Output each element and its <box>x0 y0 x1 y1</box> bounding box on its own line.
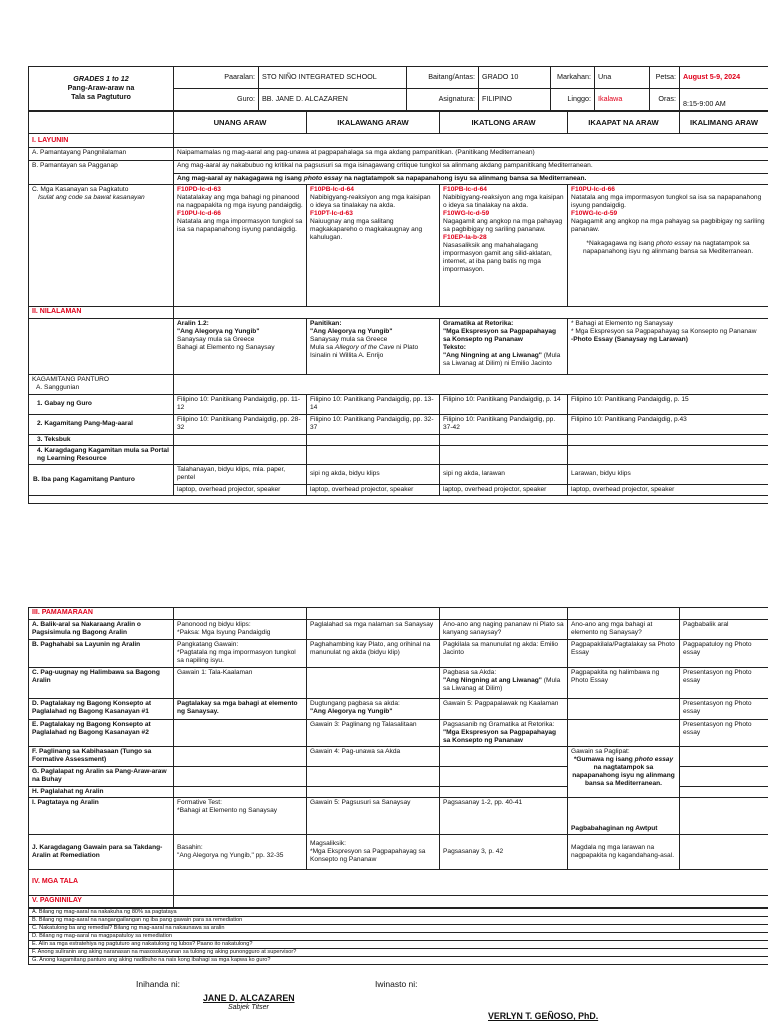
kagamitan-blank <box>174 374 768 394</box>
grades-label: GRADES 1 to 12 <box>73 74 129 84</box>
competency-text: Natatala ang mga impormasyon tungkol sa isa sa napapanahong isyung pandaigdig. <box>571 194 762 210</box>
nl-bold: "Ang Ningning at ang Liwanag" <box>443 351 542 359</box>
competency-note <box>571 240 765 256</box>
pam-a-day-5: Pagbabalik aral <box>680 619 768 639</box>
kasanayan-label: C. Mga Kasanayan sa Pagkatuto <box>32 186 129 194</box>
inihanda-title: Sabjek Titser <box>228 1004 269 1011</box>
pam-f-day-3 <box>440 746 568 766</box>
pam-e-day-3 <box>440 719 568 746</box>
competency-text: Natatalakay ang mga bahagi ng pinanood na nagpapakita ng mga isyung pandaigdig. <box>177 194 303 210</box>
pam-c-day-3-line: Pagbasa sa Akda: <box>443 668 497 676</box>
paaralan-label: Paaralan: <box>174 67 259 89</box>
competency-code: F10PU-Ic-d-66 <box>177 210 221 218</box>
competency-text: Nabibigyang-reaksiyon ang mga kaisipan o ideya sa tinalakay na akda. <box>443 194 564 210</box>
nl-rest: (Mula sa Liwanag at Dilim) ni Emilio Jacinto <box>443 351 561 367</box>
petsa-label: Petsa: <box>650 67 680 89</box>
competency-code: F10EP-Ia-b-28 <box>443 234 487 242</box>
nilalaman-label-cell <box>29 318 174 374</box>
pam-c-day-2 <box>307 667 440 698</box>
nilalaman-day-1 <box>174 318 307 374</box>
pam-blank-1 <box>174 608 307 620</box>
pam-g-day-3 <box>440 766 568 786</box>
pangmag-day-2: Filipino 10: Panitikang Pandaigdig, pp. 32-37 <box>307 414 440 434</box>
pam-j-day-4: Magdala ng mga larawan na nagpapakita ng kagandahang-asal. <box>568 834 680 869</box>
pam-blank-2 <box>307 608 440 620</box>
pam-i-day-4: Pagbabahaginan ng Awtput <box>568 797 680 834</box>
oras-value: 8:15-9:00 AM <box>680 89 768 111</box>
karagdagan-label: 4. Karagdagang Kagamitan mula sa Portal ng Learning Resource <box>29 445 174 464</box>
pangmag-day-4: Filipino 10: Panitikang Pandaigdig, p.43 <box>568 414 768 434</box>
dll-header-table <box>28 66 768 111</box>
kasanayan-day-2 <box>307 185 440 307</box>
pam-blank-4 <box>568 608 680 620</box>
pam-d-day-5: Presentasyon ng Photo essay <box>680 698 768 719</box>
pagninilay-item-b: B. Bilang ng mag-aaral na nangangailangan ng iba pang gawain para sa remediation <box>29 916 768 924</box>
pam-f-day-4-b1: *Gumawa ng isang <box>573 755 635 763</box>
pam-a-day-1: Panonood ng bidyu klips: *Paksa: Mga Isyung Pandaigdig <box>174 619 307 639</box>
nilalaman-line: Bahagi at Elemento ng Sanaysay <box>177 343 275 351</box>
pam-d-day-2 <box>307 698 440 719</box>
baitang-value: GRADO 10 <box>479 67 551 89</box>
pam-h-day-1 <box>174 786 307 797</box>
pam-label-i: I. Pagtataya ng Aralin <box>29 797 174 834</box>
pam-j-day-2: Magsaliksik: *Mga Ekspresyon sa Pagpapahayag sa Konsepto ng Pananaw <box>307 834 440 869</box>
guro-value: BB. JANE D. ALCAZAREN <box>259 89 407 111</box>
nilalaman-line: -Photo Essay (Sanaysay ng Larawan) <box>571 335 688 343</box>
pagninilay-table <box>28 908 768 965</box>
pamantayan-pagganap-label: B. Pamantayan sa Pagganap <box>29 161 174 185</box>
day-header-1: UNANG ARAW <box>174 112 307 134</box>
gabay-day-4: Filipino 10: Panitikang Pandaigdig, p. 15 <box>568 394 768 414</box>
pam-f-day-4-em: photo essay <box>634 755 674 763</box>
teksbuk-label: 3. Teksbuk <box>29 434 174 445</box>
nilalaman-line: Isinalin ni Willita A. Enrijo <box>310 351 384 359</box>
iba-row2-day-1: laptop, overhead projector, speaker <box>174 484 307 495</box>
iba-row2-day-3: laptop, overhead projector, speaker <box>440 484 568 495</box>
pamamaraan-title: III. PAMAMARAAN <box>29 608 174 620</box>
karagdagan-4 <box>568 445 768 464</box>
nilalaman-line: Sanaysay mula sa Greece <box>310 335 388 343</box>
page1-closing-row <box>29 495 768 503</box>
pam-label-f: F. Paglinang sa Kabihasaan (Tungo sa Formative Assessment) <box>29 746 174 766</box>
iba-label: B. Iba pang Kagamitang Panturo <box>29 464 174 495</box>
competency-code: F10PU-Ic-d-66 <box>571 186 615 194</box>
doc-type-line-1: Pang-Araw-araw na <box>67 83 135 93</box>
layunin-blank <box>174 134 768 148</box>
pam-e-day-1 <box>174 719 307 746</box>
pam-g-day-2 <box>307 766 440 786</box>
kasanayan-note: Isulat ang code sa bawat kasanayan <box>38 194 145 202</box>
nilalaman-heading: Gramatika at Retorika: <box>443 319 514 327</box>
pagninilay-item-d: D. Bilang ng mag-aaral na magpapatuloy sa remediation <box>29 932 768 940</box>
pam-h-day-2 <box>307 786 440 797</box>
doc-type-line-2: Tala sa Pagtuturo <box>71 91 131 101</box>
pam-f-day-4-line: Gawain sa Paglipat: <box>571 747 630 755</box>
iba-row2-day-4: laptop, overhead projector, speaker <box>568 484 768 495</box>
sanggunian-label: A. Sanggunian <box>36 383 80 391</box>
day-header-4: IKAAPAT NA ARAW <box>568 112 680 134</box>
kasanayan-day-3 <box>440 185 568 307</box>
pam-blank-5 <box>680 608 768 620</box>
competency-text: Nagagamit ang angkop na mga pahayag sa pagbibigay ng sariling pananaw. <box>443 218 563 234</box>
pam-j-day-1: Basahin: "Ang Alegorya ng Yungib," pp. 32-35 <box>174 834 307 869</box>
competency-code: F10WG-Ic-d-59 <box>443 210 490 218</box>
nilalaman-title-text: "Ang Alegorya ng Yungib" <box>310 327 393 335</box>
nilalaman-line: * Mga Ekspresyon sa Pagpapahayag sa Konsepto ng Pananaw <box>571 327 757 335</box>
pam-i-day-3: Pagsasanay 1-2, pp. 40-41 <box>440 797 568 834</box>
nilalaman-line: Sanaysay mula sa Greece <box>177 335 255 343</box>
gabay-day-2: Filipino 10: Panitikang Pandaigdig, pp. 13-14 <box>307 394 440 414</box>
pam-f-day-5 <box>680 746 768 766</box>
note-em: photo essay <box>656 240 692 248</box>
iba-row1-day-2: sipi ng akda, bidyu klips <box>307 464 440 484</box>
pam-g-day-5 <box>680 766 768 786</box>
karagdagan-3 <box>440 445 568 464</box>
nilalaman-day-2 <box>307 318 440 374</box>
pam-label-h: H. Paglalahat ng Aralin <box>29 786 174 797</box>
competency-text: Nasasaliksik ang mahahalagang impormasyon gamit ang silid-aklatan, internet, at iba pang batis ng mga impormasyon. <box>443 242 552 274</box>
pangmag-label: 2. Kagamitang Pang-Mag-aaral <box>29 414 174 434</box>
pam-label-g: G. Paglalapat ng Aralin sa Pang-Araw-araw na Buhay <box>29 766 174 786</box>
kasanayan-day-1 <box>174 185 307 307</box>
day-header-5: IKALIMANG ARAW <box>680 112 768 134</box>
mgatala-title: IV. MGA TALA <box>29 869 174 895</box>
teksbuk-2 <box>307 434 440 445</box>
nl-em: Allegory of the Cave <box>334 343 395 351</box>
oras-label: Oras: <box>650 89 680 111</box>
competency-code: F10WG-Ic-d-59 <box>571 210 618 218</box>
kagamitan-title-cell <box>29 374 174 394</box>
pam-b-day-3: Pagkilala sa manunulat ng akda: Emilio Jacinto <box>440 639 568 667</box>
gabay-day-3: Filipino 10: Panitikang Pandaigdig, p. 14 <box>440 394 568 414</box>
kagamitan-title: KAGAMITANG PANTURO <box>32 375 110 383</box>
pam-e-day-4 <box>568 719 680 746</box>
pagninilay-item-e: E. Alin sa mga estratehiya ng pagtuturo ang nakatulong ng lubos? Paano ito nakatulong? <box>29 940 768 948</box>
asignatura-label: Asignatura: <box>407 89 479 111</box>
pagninilay-item-f: F. Anong suliranin ang aking naranasan na masosolusyunan sa tulong ng aking punongguro at supervisor? <box>29 948 768 956</box>
competency-text: Nagagamit ang angkop na mga pahayag sa pagbibigay ng sariling pananaw. <box>571 218 765 234</box>
competency-text: Nabibigyang-reaksiyon ang mga kaisipan o ideya sa tinalakay na akda. <box>310 194 431 210</box>
pam-a-day-2: Paglalahad sa mga nalaman sa Sanaysay <box>307 619 440 639</box>
nilalaman-heading: Aralin 1.2: <box>177 319 209 327</box>
note-post: na nagtatampok sa napapanahong isyu ng alinmang bansa sa Mediterranean. <box>582 240 754 256</box>
pagninilay-title: V. PAGNINILAY <box>29 895 174 907</box>
pam-fgh-day-4 <box>568 746 680 797</box>
layunin-title: I. LAYUNIN <box>29 134 174 148</box>
day-header-3: IKATLONG ARAW <box>440 112 568 134</box>
baitang-label: Baitang/Antas: <box>407 67 479 89</box>
competency-code: F10PD-Ic-d-63 <box>177 186 221 194</box>
linggo-value: Ikalawa <box>595 89 650 111</box>
teksbuk-3 <box>440 434 568 445</box>
karagdagan-1 <box>174 445 307 464</box>
asignatura-value: FILIPINO <box>479 89 551 111</box>
pam-d-day-1: Pagtalakay sa mga bahagi at elemento ng Sanaysay. <box>174 698 307 719</box>
nilalaman-line <box>310 344 436 352</box>
pam-b-day-2: Paghahambing kay Plato, ang orihinal na manunulat ng akda (bidyu klip) <box>307 639 440 667</box>
pam-e-day-2: Gawain 3: Paglinang ng Talasalitaan <box>307 719 440 746</box>
nl-post: ni Plato <box>394 343 419 351</box>
pam-e-day-3-bold: "Mga Ekspresyon sa Pagpapahayag sa Konsepto ng Pananaw <box>443 728 557 744</box>
gabay-day-1: Filipino 10: Panitikang Pandaigdig, pp. 11-12 <box>174 394 307 414</box>
nilalaman-blank <box>174 307 768 319</box>
nilalaman-heading: Panitikan: <box>310 319 342 327</box>
dll-main-table-1 <box>28 111 768 504</box>
competency-code: F10PB-Ic-d-64 <box>443 186 487 194</box>
markahan-value: Una <box>595 67 650 89</box>
pam-label-e: E. Pagtalakay ng Bagong Konsepto at Paglalahad ng Bagong Kasanayan #2 <box>29 719 174 746</box>
pam-b-day-4: Pagpapakilala/Pagtalakay sa Photo Essay <box>568 639 680 667</box>
nilalaman-heading: Teksto: <box>443 343 466 351</box>
nilalaman-line: * Bahagi at Elemento ng Sanaysay <box>571 319 673 327</box>
pam-f-day-2: Gawain 4: Pag-unawa sa Akda <box>307 746 440 766</box>
pam-d-day-2-bold: "Ang Alegorya ng Yungib" <box>310 707 393 715</box>
pam-c-day-3 <box>440 667 568 698</box>
pam-b-day-1: Pangkatang Gawain: *Pagtatala ng mga impormasyon tungkol sa napiling isyu. <box>174 639 307 667</box>
pam-label-j: J. Karagdagang Gawain para sa Takdang-Aralin at Remediation <box>29 834 174 869</box>
dll-page-2 <box>28 607 768 965</box>
pam-d-day-4 <box>568 698 680 719</box>
dll-main-table-2 <box>28 607 768 908</box>
pam-label-a: A. Balik-aral sa Nakaraang Aralin o Pagsisimula ng Bagong Aralin <box>29 619 174 639</box>
pam-c-day-4: Pagpapakita ng halimbawa ng Photo Essay <box>568 667 680 698</box>
pam-blank-3 <box>440 608 568 620</box>
pam-c-day-3-bold: "Ang Ningning at ang Liwanag" <box>443 676 542 684</box>
competency-code: F10PB-Ic-d-64 <box>310 186 354 194</box>
pam-i-day-2: Gawain 5: Pagsusuri sa Sanaysay <box>307 797 440 834</box>
kasanayan-label-cell <box>29 185 174 307</box>
pam-f-day-1 <box>174 746 307 766</box>
paaralan-value: STO NIÑO INTEGRATED SCHOOL <box>259 67 407 89</box>
linggo-label: Linggo: <box>551 89 595 111</box>
iba-row1-day-3: sipi ng akda, larawan <box>440 464 568 484</box>
pam-label-d: D. Pagtalakay ng Bagong Konsepto at Paglalahad ng Bagong Kasanayan #1 <box>29 698 174 719</box>
pam-i-day-1: Formative Test: *Bahagi at Elemento ng Sanaysay <box>174 797 307 834</box>
note-pre: *Nakagagawa ng isang <box>586 240 657 248</box>
karagdagan-2 <box>307 445 440 464</box>
pam-f-day-4-b2: na nagtatampok sa napapanahong isyu ng alinmang bansa sa Mediterranean. <box>572 763 675 787</box>
blank-day-cell <box>29 112 174 134</box>
pam-d-day-2-line: Dugtungang pagbasa sa akda: <box>310 699 400 707</box>
pam-d-day-3: Gawain 5: Pagpapalawak ng Kaalaman <box>440 698 568 719</box>
pam-i-day-5 <box>680 797 768 834</box>
pam-label-b: B. Paghahabi sa Layunin ng Aralin <box>29 639 174 667</box>
pam-a-day-3: Ano-ano ang naging pananaw ni Plato sa kanyang sanaysay? <box>440 619 568 639</box>
pam-j-day-5 <box>680 834 768 869</box>
pam-h-day-3 <box>440 786 568 797</box>
pagninilay-item-c: C. Nakatulong ba ang remedial? Bilang ng mag-aaral na nakaunawa sa aralin <box>29 924 768 932</box>
dll-page-1 <box>28 66 768 504</box>
nilalaman-day-3 <box>440 318 568 374</box>
iwinasto-name: VERLYN T. GEÑOSO, PhD. <box>488 1011 599 1021</box>
nilalaman-day-4 <box>568 318 768 374</box>
pagganap-em: photo essay <box>303 175 343 182</box>
iba-row1-day-1: Talahanayan, bidyu klips, mla. paper, pentel <box>174 464 307 484</box>
pam-c-day-1: Gawain 1: Tala-Kaalaman <box>174 667 307 698</box>
nilalaman-title: II. NILALAMAN <box>29 307 174 319</box>
pagninilay-blank <box>174 895 768 907</box>
pam-label-c: C. Pag-uugnay ng Halimbawa sa Bagong Aralin <box>29 667 174 698</box>
teksbuk-4 <box>568 434 768 445</box>
grade-title-cell <box>29 67 174 111</box>
gabay-label: 1. Gabay ng Guro <box>29 394 174 414</box>
pam-h-day-5 <box>680 786 768 797</box>
pam-c-day-5: Presentasyon ng Photo essay <box>680 667 768 698</box>
guro-label: Guro: <box>174 89 259 111</box>
teksbuk-1 <box>174 434 307 445</box>
pangmag-day-3: Filipino 10: Panitikang Pandaigdig, pp. 37-42 <box>440 414 568 434</box>
inihanda-label: Inihanda ni: <box>136 979 180 989</box>
nl-pre: Mula sa <box>310 343 335 351</box>
pangmag-day-1: Filipino 10: Panitikang Pandaigdig, pp. 28-32 <box>174 414 307 434</box>
mgatala-blank <box>174 869 768 895</box>
pagganap-pre: Ang mag-aaral ay nakagagawa ng isang <box>177 175 304 182</box>
nilalaman-line <box>443 352 564 368</box>
petsa-value: August 5-9, 2024 <box>680 67 768 89</box>
nilalaman-title-text: "Mga Ekspresyon sa Pagpapahayag sa Konsepto ng Pananaw <box>443 327 557 343</box>
pagganap-post: na nagtatampok sa napapanahong isyu sa alinmang bansa sa Mediterranean. <box>342 175 587 182</box>
pam-e-day-5: Presentasyon ng Photo essay <box>680 719 768 746</box>
nilalaman-title-text: "Ang Alegorya ng Yungib" <box>177 327 260 335</box>
iwinasto-label: Iwinasto ni: <box>375 979 418 989</box>
pamantayan-pagganap-text: Ang mag-aaral ay nakabubuo ng kritikal na pagsusuri sa mga isinagawang critique tungkol sa alinmang akdang pampanitikang Mediterranean. <box>174 161 768 174</box>
pagninilay-item-a: A. Bilang ng mag-aaral na nakakuha ng 80% sa pagtataya <box>29 908 768 916</box>
pamantayang-pangnilalaman-label: A. Pamantayang Pangnilalaman <box>29 148 174 161</box>
competency-text: Naiuugnay ang mga salitang magkakapareho o magkakaugnay ang kahulugan. <box>310 218 423 242</box>
kasanayan-day-4 <box>568 185 768 307</box>
competency-text: Natatala ang mga impormasyon tungkol sa isa sa napapanahong isyung pandaigdig. <box>177 218 303 234</box>
pamantayang-pangnilalaman-text: Naipamamalas ng mag-aaral ang pag-unawa at pagpapahalaga sa mga akdang pampanitikan. (Panitikang Mediterranean) <box>174 148 768 161</box>
competency-code: F10PT-Ic-d-63 <box>310 210 353 218</box>
pamantayan-pagganap-text-2 <box>174 174 768 185</box>
day-header-2: IKALAWANG ARAW <box>307 112 440 134</box>
markahan-label: Markahan: <box>551 67 595 89</box>
pam-e-day-3-line: Pagsasanib ng Gramatika at Retorika: <box>443 720 555 728</box>
inihanda-name: JANE D. ALCAZAREN <box>203 993 295 1003</box>
iba-row1-day-4: Larawan, bidyu klips <box>568 464 768 484</box>
pam-g-day-1 <box>174 766 307 786</box>
pam-j-day-3: Pagsasanay 3, p. 42 <box>440 834 568 869</box>
iba-row2-day-2: laptop, overhead projector, speaker <box>307 484 440 495</box>
pam-a-day-4: Ano-ano ang mga bahagi at elemento ng Sanaysay? <box>568 619 680 639</box>
pam-b-day-5: Pagpapatuloy ng Photo essay <box>680 639 768 667</box>
pagninilay-item-g: G. Anong kagamitang panturo ang aking nadibuho na nais kong ibahagi sa mga kapwa ko guro? <box>29 956 768 964</box>
pam-c-day-3-rest: (Mula sa Liwanag at Dilim) <box>443 676 561 692</box>
